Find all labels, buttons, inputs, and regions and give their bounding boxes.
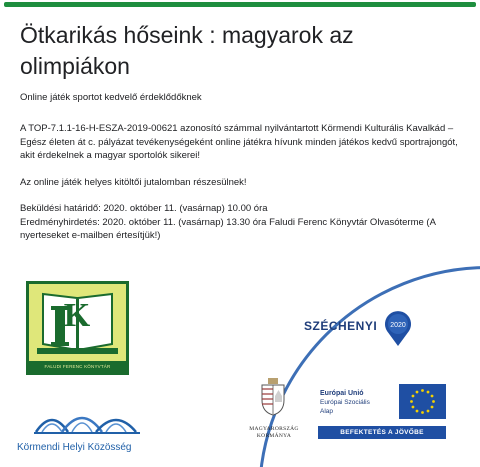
- deadline-text: Beküldési határidő: 2020. október 11. (vasárnap) 10.00 óra: [20, 203, 268, 214]
- eu-star-icon: [412, 406, 415, 409]
- library-logo-text: FALUDI FERENC KÖNYVTÁR: [29, 361, 126, 372]
- library-letter: K: [63, 297, 91, 334]
- description-paragraph: Az online játék helyes kitöltői jutalomban részesülnek!: [20, 176, 247, 188]
- library-logo-inner: [29, 284, 126, 372]
- eu-logo-text: [320, 389, 370, 416]
- form-title: Ötkarikás hőseink : magyarok az olimpiákon: [20, 22, 354, 79]
- description-paragraph: A TOP-7.1.1-16-H-ESZA-2019-00621 azonosító számmal nyilvántartott Körmendi Kulturális Kavalkád – Egész életen át c. pályázat tevékenységeként online játékra hívunk minden játékos kedvű sportrajongót, akit érdekelnek a magyar sportolók sikerei!: [20, 123, 458, 161]
- eu-fund-line: Európai Szociális: [320, 399, 370, 406]
- eu-flag-icon: [399, 384, 446, 419]
- invest-banner: BEFEKTETÉS A JÖVŐBE: [318, 426, 446, 439]
- announcement-text: Eredményhirdetés: 2020. október 11. (vasárnap) 13.30 óra Faludi Ferenc Könyvtár Olvasóterme (A nyerteseket e-mailben értesítjük!): [20, 216, 436, 241]
- eu-star-icon: [432, 400, 435, 403]
- eu-star-icon: [421, 389, 424, 392]
- eu-star-icon: [410, 400, 413, 403]
- coat-of-arms-icon: [258, 378, 288, 416]
- eu-title: Európai Unió: [320, 390, 364, 397]
- eu-star-icon: [431, 395, 434, 398]
- eu-star-icon: [412, 395, 415, 398]
- szechenyi-logo-text: SZÉCHENYI: [304, 319, 378, 333]
- eu-star-icon: [421, 411, 424, 414]
- szechenyi-pin-icon: [384, 311, 412, 347]
- eu-star-icon: [431, 406, 434, 409]
- szechenyi-year: 2020: [390, 322, 406, 329]
- library-logo: [26, 281, 129, 375]
- eu-star-icon: [427, 410, 430, 413]
- form-description: [20, 122, 465, 243]
- eu-star-icon: [427, 391, 430, 394]
- form-subtitle: Online játék sportot kedvelő érdeklődőknek: [20, 92, 202, 103]
- bridge-logo-icon: [32, 402, 142, 436]
- community-name: Körmendi Helyi Közösség: [17, 442, 132, 453]
- government-logo-text: MAGYARORSZÁG KORMÁNYA: [249, 426, 299, 439]
- eu-fund-line: Alap: [320, 408, 334, 415]
- library-book-icon: [29, 284, 126, 361]
- eu-star-icon: [416, 391, 419, 394]
- eu-star-icon: [416, 410, 419, 413]
- form-header-accent-bar: [4, 2, 476, 7]
